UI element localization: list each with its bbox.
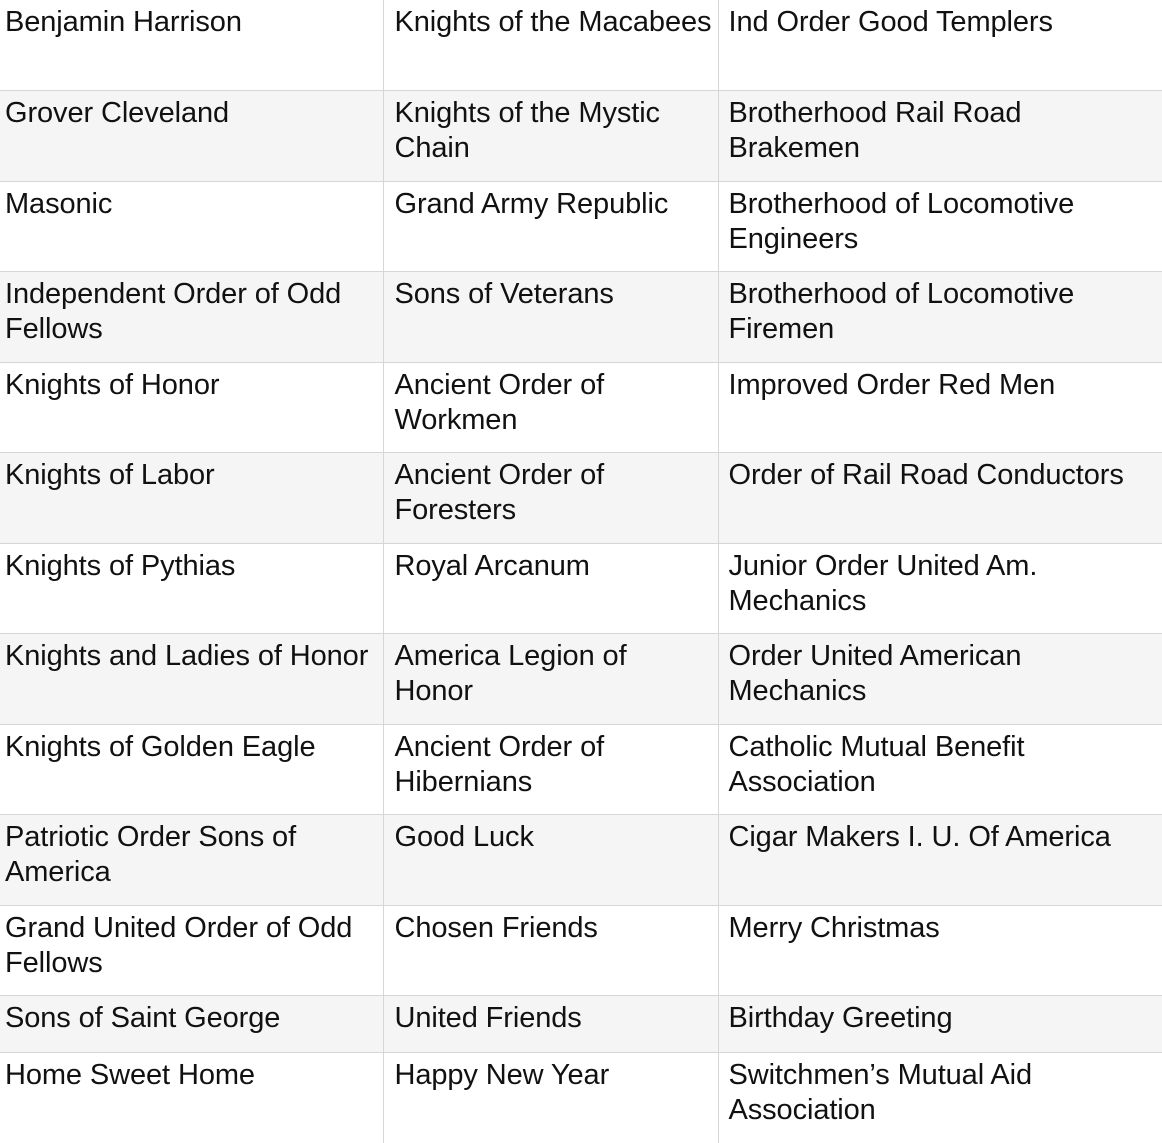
table-row [0, 272, 1162, 363]
table-row [0, 905, 1162, 996]
table-cell: Royal Arcanum [383, 543, 718, 634]
table-cell: Knights of Pythias [0, 543, 383, 634]
table-cell: Chosen Friends [383, 905, 718, 996]
table-row [0, 543, 1162, 634]
table-cell: Grand Army Republic [383, 181, 718, 272]
table-cell: Order United American Mechanics [718, 634, 1162, 725]
table-cell: Birthday Greeting [718, 996, 1162, 1053]
table-row [0, 996, 1162, 1053]
table-cell: Merry Christmas [718, 905, 1162, 996]
table-cell: Knights of the Macabees [383, 0, 718, 91]
table-cell: Brotherhood Rail Road Brakemen [718, 91, 1162, 182]
table-cell: Ancient Order of Hibernians [383, 724, 718, 815]
table-cell: Knights of Honor [0, 362, 383, 453]
table-cell: Knights and Ladies of Honor [0, 634, 383, 725]
table-cell: America Legion of Honor [383, 634, 718, 725]
table-cell: Ancient Order of Workmen [383, 362, 718, 453]
table-cell: Sons of Veterans [383, 272, 718, 363]
table-row [0, 181, 1162, 272]
table-cell: Grand United Order of Odd Fellows [0, 905, 383, 996]
table-cell: Switchmen’s Mutual Aid Association [718, 1052, 1162, 1143]
table-cell: Brotherhood of Locomotive Engineers [718, 181, 1162, 272]
table-cell: Catholic Mutual Benefit Association [718, 724, 1162, 815]
table-row [0, 362, 1162, 453]
table-row [0, 91, 1162, 182]
table-cell: Cigar Makers I. U. Of America [718, 815, 1162, 906]
table-cell: Sons of Saint George [0, 996, 383, 1053]
table-cell: Ind Order Good Templers [718, 0, 1162, 91]
table-row [0, 0, 1162, 91]
table-cell: United Friends [383, 996, 718, 1053]
table-cell: Junior Order United Am. Mechanics [718, 543, 1162, 634]
table-cell: Benjamin Harrison [5, 6, 242, 38]
table-cell: Order of Rail Road Conductors [718, 453, 1162, 544]
table-cell: Good Luck [383, 815, 718, 906]
table-row [0, 815, 1162, 906]
table-cell: Knights of Golden Eagle [0, 724, 383, 815]
table-cell: Ancient Order of Foresters [383, 453, 718, 544]
table-cell: Patriotic Order Sons of America [0, 815, 383, 906]
table-row [0, 634, 1162, 725]
table-cell: Grover Cleveland [0, 91, 383, 182]
table-row [0, 724, 1162, 815]
table-row [0, 453, 1162, 544]
table-cell: Independent Order of Odd Fellows [0, 272, 383, 363]
table-cell: Brotherhood of Locomotive Firemen [718, 272, 1162, 363]
table-cell: Happy New Year [383, 1052, 718, 1143]
table-cell: Home Sweet Home [0, 1052, 383, 1143]
table-cell: Knights of Labor [0, 453, 383, 544]
table-cell: Knights of the Mystic Chain [383, 91, 718, 182]
table-cell: Improved Order Red Men [718, 362, 1162, 453]
table-cell: Masonic [0, 181, 383, 272]
